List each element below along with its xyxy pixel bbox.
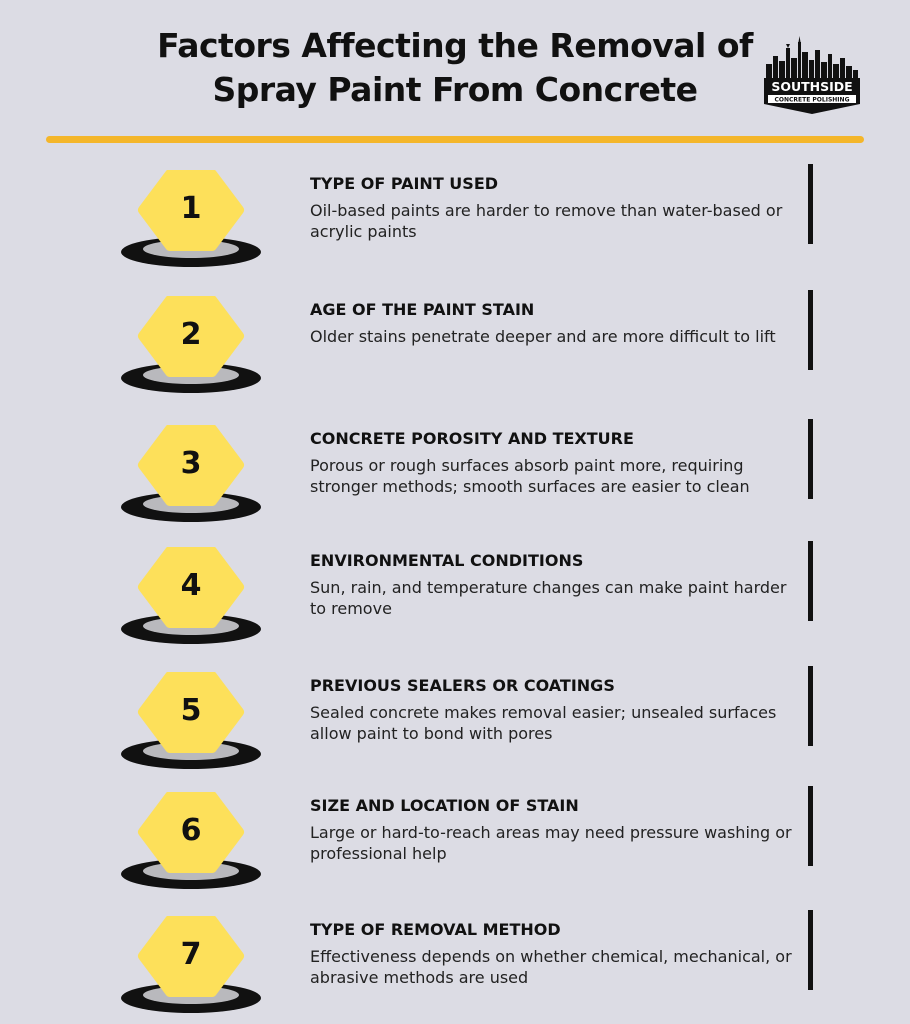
factor-title: AGE OF THE PAINT STAIN [310, 300, 535, 319]
page-title [60, 24, 853, 112]
side-bar [808, 164, 813, 244]
side-bar [808, 419, 813, 499]
badge-number: 2 [180, 317, 202, 352]
logo-name: SOUTHSIDE [771, 79, 853, 94]
number-badge [118, 792, 264, 892]
number-badge [118, 672, 264, 772]
factor-title: SIZE AND LOCATION OF STAIN [310, 796, 579, 815]
factor-title: TYPE OF REMOVAL METHOD [310, 920, 561, 939]
badge-number: 4 [180, 568, 202, 603]
accent-divider [46, 136, 864, 143]
factor-title: TYPE OF PAINT USED [310, 174, 499, 193]
company-logo [760, 34, 864, 120]
number-badge [118, 547, 264, 647]
city-skyline-icon [760, 34, 864, 120]
title-line-2: Spray Paint From Concrete [212, 70, 698, 109]
number-badge [118, 425, 264, 525]
badge-number: 5 [180, 693, 202, 728]
number-badge [118, 916, 264, 1016]
side-bar [808, 290, 813, 370]
factor-description: Sealed concrete makes removal easier; unsealed surfaces allow paint to bond with pores [310, 703, 777, 743]
badge-number: 6 [180, 813, 202, 848]
logo-tagline: CONCRETE POLISHING [774, 96, 850, 104]
number-badge [118, 170, 264, 270]
factor-description: Porous or rough surfaces absorb paint more, requiring stronger methods; smooth surfaces are easier to clean [310, 456, 750, 496]
factor-title: ENVIRONMENTAL CONDITIONS [310, 551, 584, 570]
side-bar [808, 910, 813, 990]
side-bar [808, 541, 813, 621]
factor-description: Large or hard-to-reach areas may need pressure washing or professional help [310, 823, 792, 863]
number-badge [118, 296, 264, 396]
title-line-1: Factors Affecting the Removal of [157, 26, 753, 65]
factor-description: Oil-based paints are harder to remove than water-based or acrylic paints [310, 201, 783, 241]
factor-description: Effectiveness depends on whether chemical, mechanical, or abrasive methods are used [310, 947, 792, 987]
factor-description: Older stains penetrate deeper and are more difficult to lift [310, 327, 776, 346]
badge-number: 1 [180, 191, 202, 226]
side-bar [808, 666, 813, 746]
badge-number: 7 [180, 937, 202, 972]
side-bar [808, 786, 813, 866]
factor-title: CONCRETE POROSITY AND TEXTURE [310, 429, 634, 448]
factor-description: Sun, rain, and temperature changes can make paint harder to remove [310, 578, 787, 618]
factor-title: PREVIOUS SEALERS OR COATINGS [310, 676, 615, 695]
badge-number: 3 [180, 446, 202, 481]
